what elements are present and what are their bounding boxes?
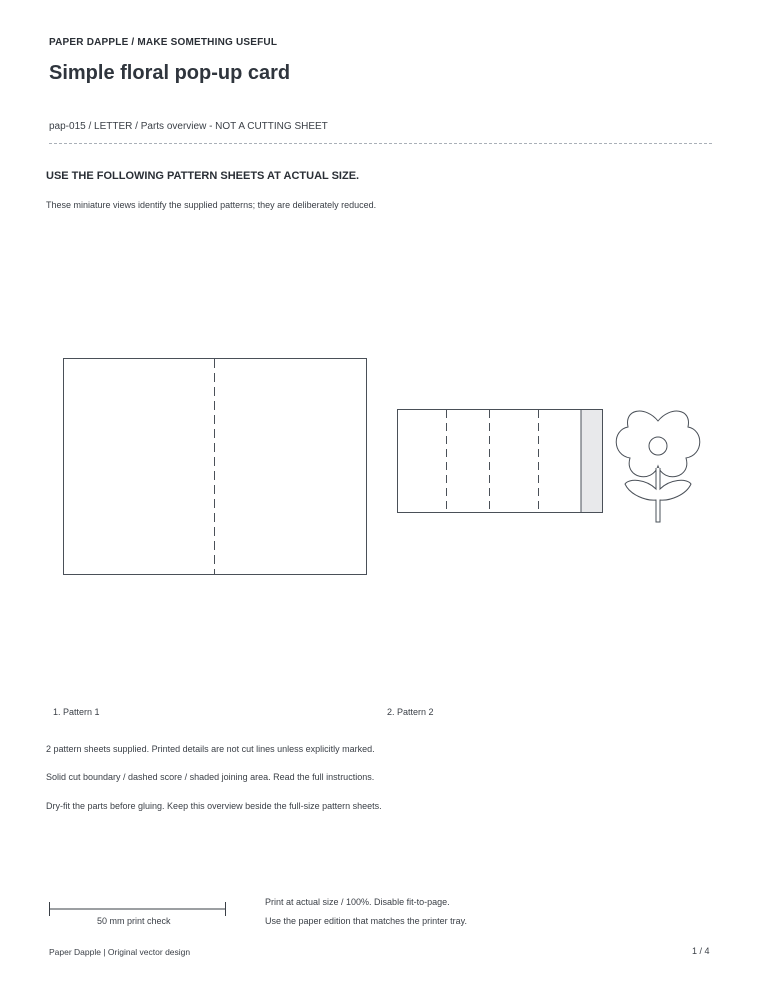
- strip-outline: [398, 410, 603, 513]
- reduced-view-note: These miniature views identify the supplied patterns; they are deliberately reduced.: [46, 200, 377, 210]
- glue-area-shade: [581, 410, 602, 512]
- scale-bar-label: 50 mm print check: [97, 916, 171, 926]
- footer-credit: Paper Dapple | Original vector design: [49, 947, 191, 957]
- instruction-heading: USE THE FOLLOWING PATTERN SHEETS AT ACTUAL SIZE.: [46, 170, 360, 182]
- flower-centre: [649, 437, 667, 455]
- paper-edition-note: Use the paper edition that matches the printer tray.: [265, 916, 467, 926]
- pattern-1-caption: 1. Pattern 1: [53, 707, 100, 717]
- sheets-info: 2 pattern sheets supplied. Printed details are not cut lines unless explicitly marked.: [46, 744, 375, 754]
- legend-info: Solid cut boundary / dashed score / shaded joining area. Read the full instructions.: [46, 772, 375, 782]
- pattern-2-strip-preview: [398, 410, 603, 513]
- brand-breadcrumb: PAPER DAPPLE / MAKE SOMETHING USEFUL: [49, 37, 278, 48]
- page-number: 1 / 4: [692, 946, 710, 956]
- pattern-2-caption: 2. Pattern 2: [387, 707, 434, 717]
- print-check-scale-bar: [50, 902, 226, 916]
- document-meta: pap-015 / LETTER / Parts overview - NOT A CUTTING SHEET: [49, 121, 328, 132]
- flower-preview: [616, 411, 700, 522]
- page-title: Simple floral pop-up card: [49, 62, 291, 84]
- dry-fit-info: Dry-fit the parts before gluing. Keep this overview beside the full-size pattern sheets.: [46, 801, 382, 811]
- pattern-1-preview: [64, 359, 367, 575]
- flower-stem-leaves: [625, 468, 691, 522]
- print-size-note: Print at actual size / 100%. Disable fit-to-page.: [265, 897, 450, 907]
